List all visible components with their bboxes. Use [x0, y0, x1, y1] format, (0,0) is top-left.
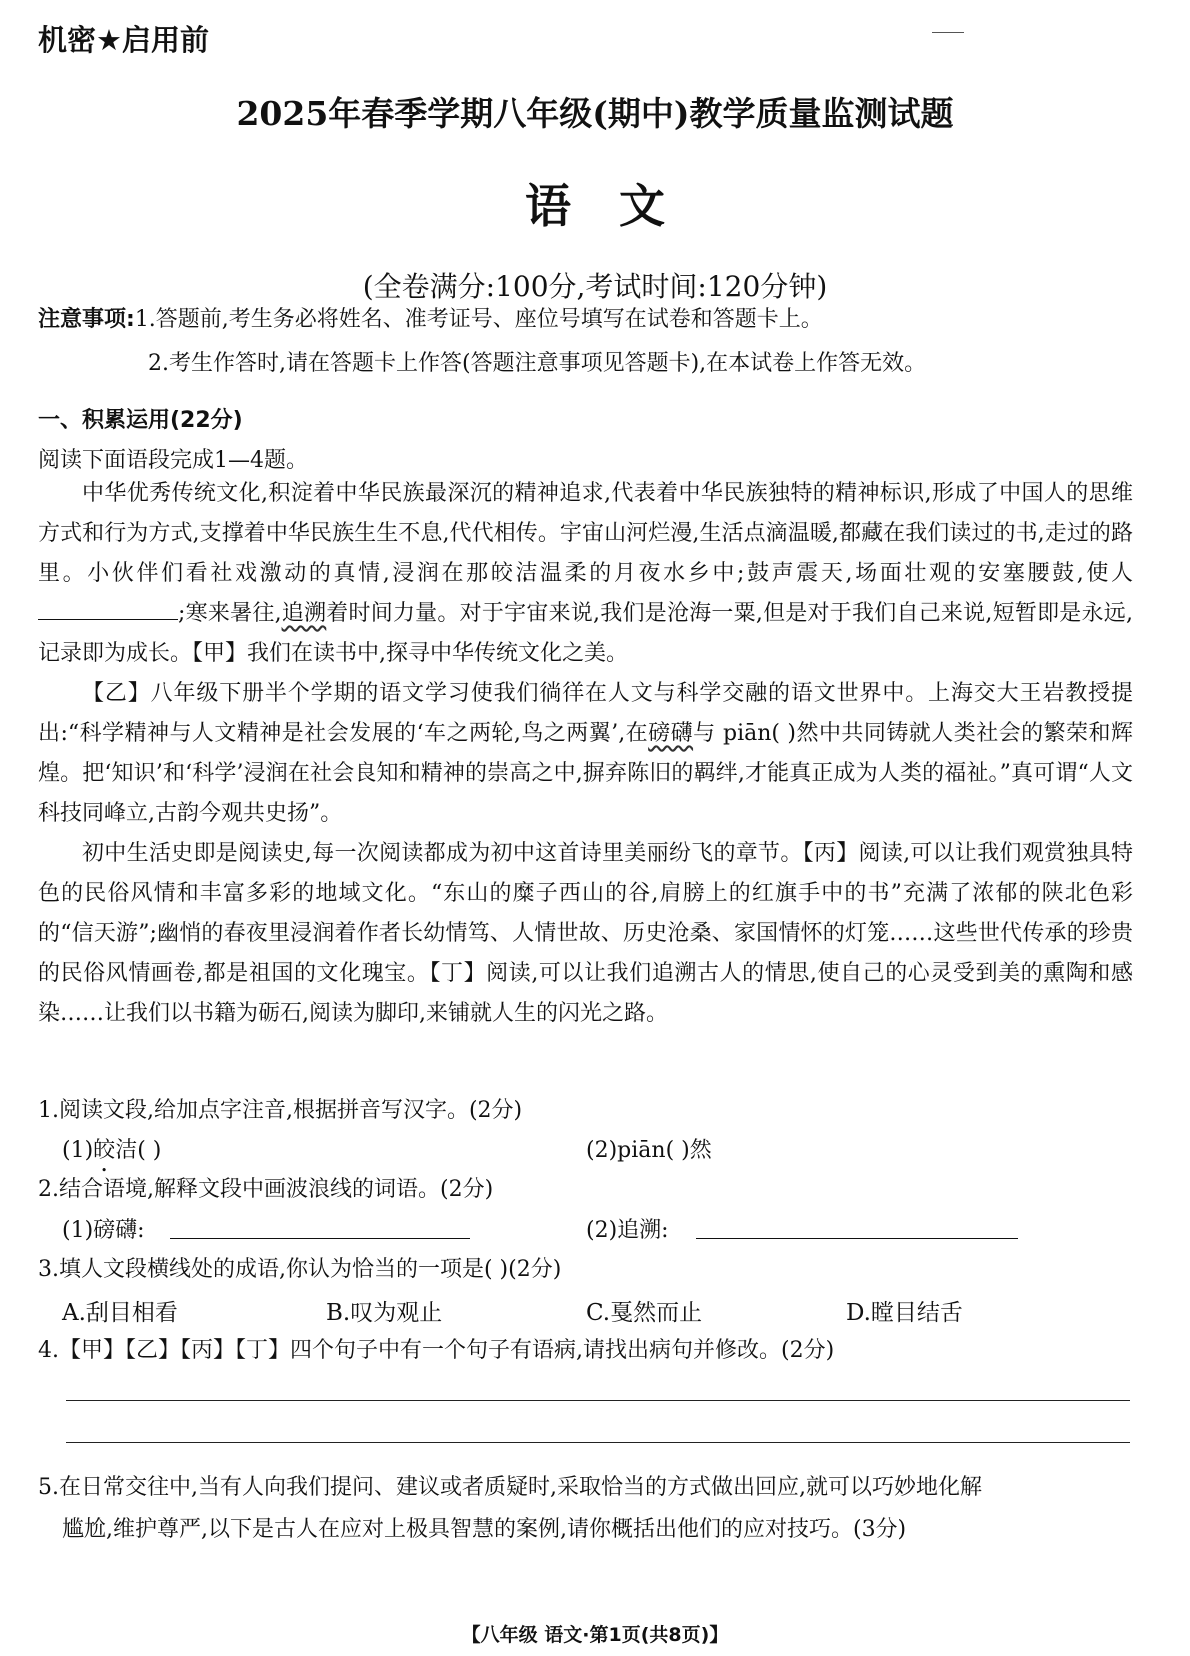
notes-line-1: [38, 302, 823, 333]
dotted-char: 皎: [490, 561, 516, 586]
score-info: (全卷满分:100分,考试时间:120分钟): [362, 270, 828, 303]
question-1: 1.阅读文段,给加点字注音,根据拼音写汉字。(2分): [38, 1098, 523, 1123]
answer-line-q2-2[interactable]: [696, 1238, 1018, 1239]
confidential-mark: 机密★启用前: [38, 23, 209, 57]
page-footer: 【八年级 语文·第1页(共8页)】: [461, 1624, 729, 1646]
idiom-blank: [38, 597, 178, 620]
answer-line-q4-2[interactable]: [66, 1442, 1130, 1443]
question-2: 2.结合语境,解释文段中画波浪线的词语。(2分): [38, 1177, 494, 1202]
answer-line-q4-1[interactable]: [66, 1400, 1130, 1401]
section-1-instruction: 阅读下面语段完成1—4题。: [38, 448, 308, 473]
passage: [38, 474, 1133, 1034]
question-3-option-d: D.瞠目结舌: [846, 1300, 963, 1326]
question-2-part-1: (1)磅礴:: [62, 1218, 145, 1243]
wavy-word-zhuisu: 追溯: [281, 601, 327, 626]
question-5-line-2: 尴尬,维护尊严,以下是古人在应对上极具智慧的案例,请你概括出他们的应对技巧。(3分): [62, 1517, 907, 1542]
notes-item-1: 1.答题前,考生务必将姓名、准考证号、座位号填写在试卷和答题卡上。: [134, 307, 823, 332]
question-1-part-1: (1)皎洁( ): [62, 1138, 162, 1163]
exam-title: 2025年春季学期八年级(期中)教学质量监测试题: [236, 94, 954, 133]
question-2-part-2: (2)追溯:: [586, 1218, 669, 1243]
passage-paragraph-3: 初中生活史即是阅读史,每一次阅读都成为初中这首诗里美丽纷飞的章节。【丙】阅读,可以让我们观赏独具特色的民俗风情和丰富多彩的地域文化。“东山的糜子西山的谷,肩膀上的红旗手中的书”充满了浓郁的陕北色彩的“信天游”;幽悄的春夜里浸润着作者长幼情笃、人情世故、历史沧桑、家国情怀的灯笼……这些世代传承的珍贵的民俗风情画卷,都是祖国的文化瑰宝。【丁】阅读,可以让我们追溯古人的情思,使自己的心灵受到美的熏陶和感染……让我们以书籍为砺石,阅读为脚印,来铺就人生的闪光之路。: [38, 841, 1133, 1026]
question-3-option-a: A.刮目相看: [62, 1300, 178, 1326]
wavy-word-bangbo: 磅礴: [648, 721, 694, 746]
passage-paragraph-1: 中华优秀传统文化,积淀着中华民族最深沉的精神追求,代表着中华民族独特的精神标识,形成了中国人的思维方式和行为方式,支撑着中华民族生生不息,代代相传。宇宙山河烂漫,生活点滴温暖,都藏在我们读过的书,走过的路里。小伙伴们看社戏激动的真情,浸润在那皎洁温柔的月夜水乡中;鼓声震天,场面壮观的安塞腰鼓,使人;寒来暑往,追溯着时间力量。对于宇宙来说,我们是沧海一粟,但是对于我们自己来说,短暂即是永远,记录即为成长。【甲】我们在读书中,探寻中华传统文化之美。: [38, 481, 1133, 666]
question-5-line-1: 5.在日常交往中,当有人向我们提问、建议或者质疑时,采取恰当的方式做出回应,就可以巧妙地化解: [38, 1475, 982, 1500]
notes-item-2: 2.考生作答时,请在答题卡上作答(答题注意事项见答题卡),在本试卷上作答无效。: [148, 351, 927, 376]
question-3-option-b: B.叹为观止: [326, 1300, 443, 1326]
subject-title: 语文: [525, 179, 713, 233]
question-3: 3.填人文段横线处的成语,你认为恰当的一项是( )(2分): [38, 1257, 562, 1282]
question-4: 4.【甲】【乙】【丙】【丁】四个句子中有一个句子有语病,请找出病句并修改。(2分): [38, 1338, 835, 1363]
answer-line-q2-1[interactable]: [170, 1238, 470, 1239]
corner-mark: [932, 32, 964, 33]
section-1-title: 一、积累运用(22分): [38, 408, 243, 433]
question-3-option-c: C.戛然而止: [586, 1300, 703, 1326]
question-1-part-2: (2)piān( )然: [586, 1138, 712, 1163]
passage-paragraph-2: 【乙】八年级下册半个学期的语文学习使我们徜徉在人文与科学交融的语文世界中。上海交大王岩教授提出:“科学精神与人文精神是社会发展的‘车之两轮,鸟之两翼’,在磅礴与 piān( )然中共同铸就人类社会的繁荣和辉煌。把‘知识’和‘科学’浸润在社会良知和精神的崇高之中,摒弃陈旧的羁绊,才能真正成为人类的福祉。”真可谓“人文科技同峰立,古韵今观共史扬”。: [38, 681, 1133, 826]
notes-label: 注意事项:: [38, 307, 135, 332]
